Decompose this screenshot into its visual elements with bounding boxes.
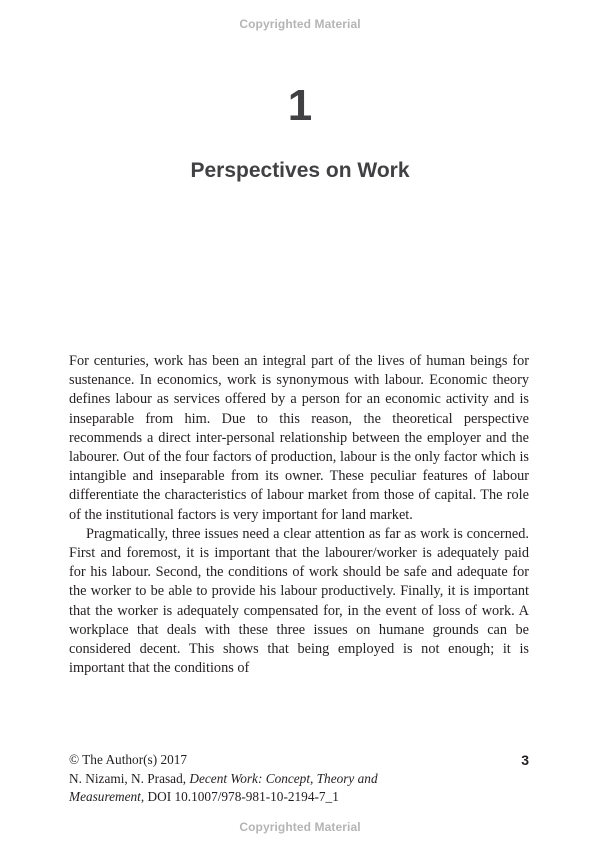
paragraph: Pragmatically, three issues need a clear attention as far as work is concerned. First and foremost, it is important that the labourer/worker is adequately paid for his labour. Second, the conditions of work should be safe and adequate for the worker to be able to provide his labour productively. Finally, it is important that the worker is adequately compensated for, in the event of loss of work. A workplace that deals with these three issues on humane grounds can be considered decent. This shows that being employed is not enough; it is important that the conditions of: [69, 525, 529, 677]
chapter-number: 1: [287, 81, 313, 130]
citation-authors: N. Nizami, N. Prasad,: [69, 770, 190, 786]
citation-book-title: Decent Work: Concept, Theory and: [189, 770, 378, 786]
copyright-line: © The Author(s) 2017: [69, 752, 188, 767]
watermark-bottom: Copyrighted Material: [239, 820, 361, 834]
paragraph: For centuries, work has been an integral part of the lives of human beings for sustenance. In economics, work is synonymous with labour. Economic theory defines labour as services offered by a person for an economic activity and is inseparable from him. Due to this reason, the theoretical perspective recommends a direct inter-personal relationship between the employer and the labourer. Out of the four factors of production, labour is the only factor which is intangible and inseparable from its owner. These peculiar features of labour differentiate the characteristics of labour market from those of capital. The role of the institutional factors is very important for land market.: [69, 353, 529, 523]
citation-book-title-cont: Measurement: [69, 789, 141, 804]
body-text: [69, 352, 529, 678]
page-number: 3: [521, 752, 529, 768]
citation-line-2: [69, 788, 529, 807]
chapter-title: Perspectives on Work: [190, 159, 410, 182]
citation-doi: , DOI 10.1007/978-981-10-2194-7_1: [140, 789, 339, 804]
page-footer: [69, 751, 529, 807]
watermark-top: Copyrighted Material: [239, 17, 361, 31]
citation-line-1: [69, 770, 529, 789]
